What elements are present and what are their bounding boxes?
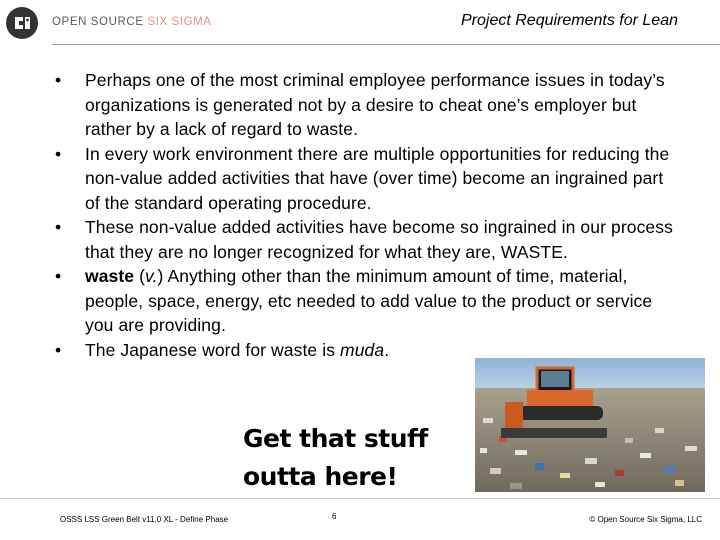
bullet-item bbox=[55, 215, 680, 264]
header-divider bbox=[52, 44, 720, 45]
bullet-icon: • bbox=[55, 266, 62, 286]
bulldozer-landfill-photo bbox=[475, 358, 705, 492]
page-number: 6 bbox=[332, 512, 337, 521]
caption-line: Get that stuff bbox=[243, 424, 428, 453]
bullet-text: The Japanese word for waste is muda. bbox=[85, 339, 390, 360]
bullet-icon: • bbox=[55, 339, 62, 360]
bullet-item bbox=[55, 68, 680, 142]
bullet-text: These non-value added activities have become so ingrained in our process that they are no longer recognized for what they are, WASTE. bbox=[85, 217, 673, 262]
bullet-text: In every work environment there are multiple opportunities for reducing the non-value added activities that have (over time) become an ingrained part of the standard operating procedure. bbox=[85, 143, 670, 213]
os-logo-icon bbox=[5, 6, 39, 40]
footer-course-label: OSSS LSS Green Belt v11.0 XL - Define Phase bbox=[60, 515, 229, 524]
bullet-icon: • bbox=[55, 143, 62, 164]
definition-term: waste bbox=[85, 266, 135, 286]
muda-term: muda bbox=[340, 339, 385, 360]
footer-copyright: © Open Source Six Sigma, LLC bbox=[589, 515, 702, 524]
brand-name: OPEN SOURCE SIX SIGMA bbox=[52, 16, 212, 28]
brand-accent: SIX SIGMA bbox=[147, 16, 212, 28]
bullet-icon: • bbox=[55, 217, 62, 237]
definition-text: waste (v.) Anything other than the minimum amount of time, material, people, space, energy, etc needed to add value to the product or service you are providing. bbox=[85, 266, 653, 335]
caption bbox=[243, 420, 428, 496]
bullet-item bbox=[55, 264, 680, 338]
caption-line: outta here! bbox=[243, 462, 398, 491]
bullet-item bbox=[55, 338, 485, 363]
part-of-speech: v. bbox=[145, 266, 158, 286]
bullet-list bbox=[55, 68, 680, 362]
bullet-text: Perhaps one of the most criminal employee performance issues in today’s organizations is generated not by a desire to cheat one’s employer but rather by a lack of regard to waste. bbox=[85, 70, 665, 139]
bullet-item bbox=[55, 142, 680, 216]
bullet-icon: • bbox=[55, 70, 62, 90]
slide-title: Project Requirements for Lean bbox=[461, 12, 678, 29]
footer-divider bbox=[0, 498, 720, 499]
